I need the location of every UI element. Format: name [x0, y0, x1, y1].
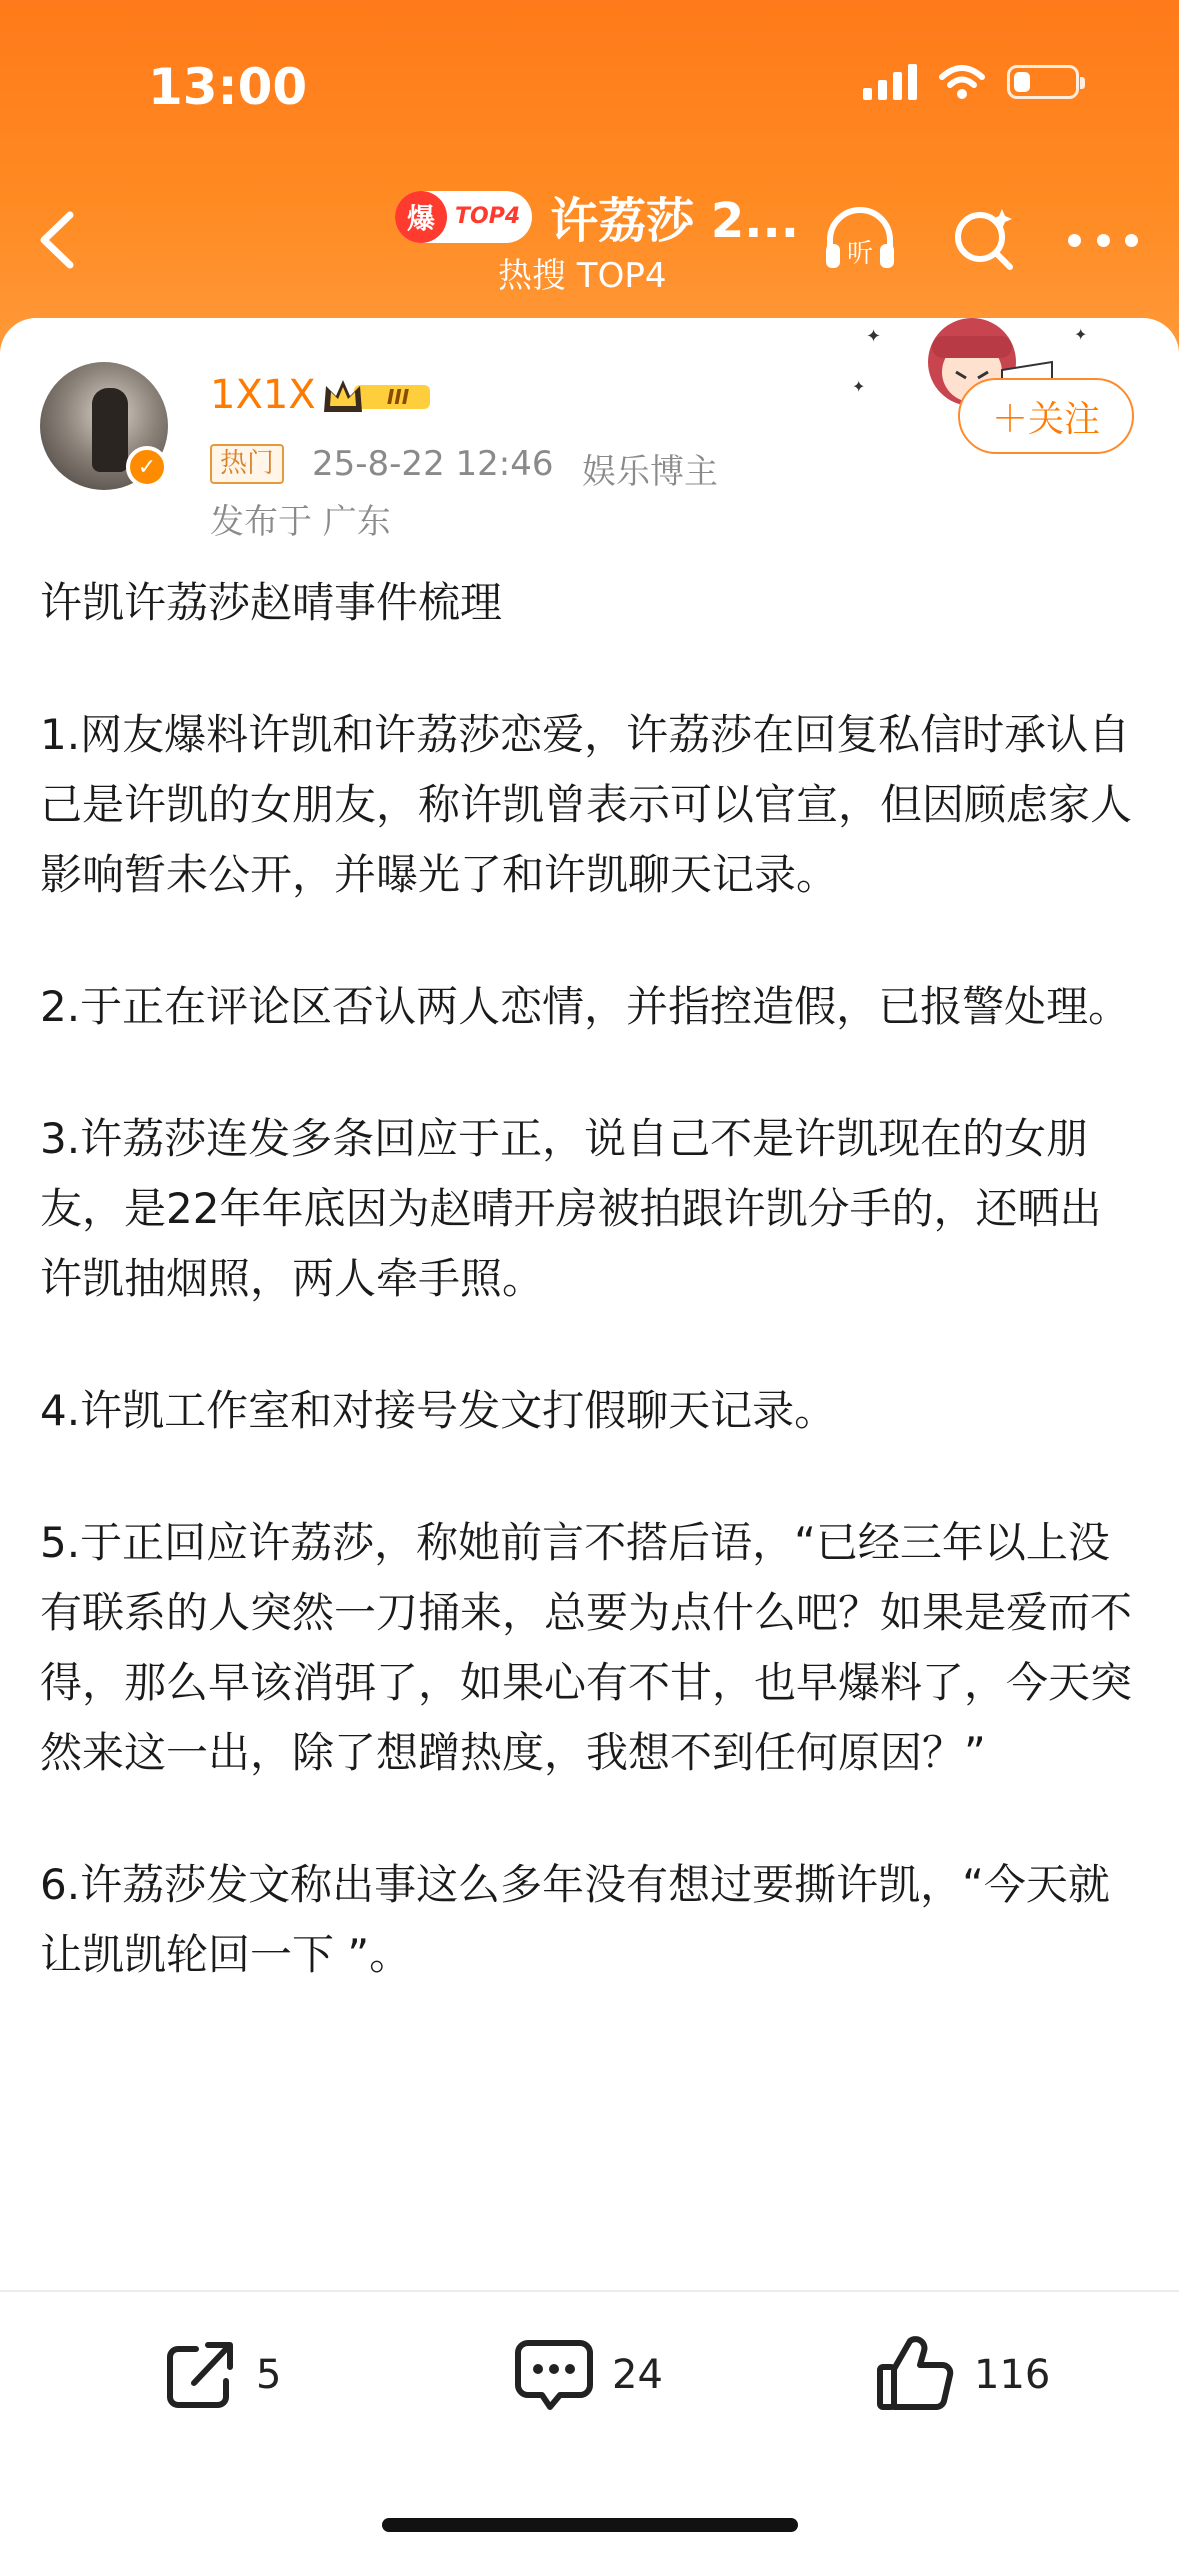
post-paragraph: 1.网友爆料许凯和许荔莎恋爱，许荔莎在回复私信时承认自己是许凯的女朋友，称许凯曾表示可以官宣，但因顾虑家人影响暂未公开，并曝光了和许凯聊天记录。: [40, 710, 1133, 899]
page-subtitle: 热搜 TOP4: [498, 256, 667, 296]
post-paragraph: 许凯许荔莎赵晴事件梳理: [40, 578, 503, 627]
hot-search-title[interactable]: [395, 182, 799, 251]
action-bar-divider: [0, 2290, 1179, 2292]
back-arrow-icon[interactable]: [30, 205, 90, 275]
follow-button[interactable]: ＋关注: [958, 378, 1134, 454]
author-category: 娱乐博主: [582, 452, 718, 492]
level-label: III: [386, 385, 410, 409]
share-count: 5: [256, 2352, 282, 2398]
svg-text:✦: ✦: [1074, 325, 1088, 344]
signal-icon: [863, 64, 917, 100]
comment-button[interactable]: [512, 2320, 663, 2430]
search-icon[interactable]: [950, 205, 1020, 275]
battery-icon: [1007, 65, 1079, 99]
page-title: 许荔莎 2...: [550, 193, 799, 249]
share-icon: [160, 2335, 240, 2415]
comment-icon: [512, 2333, 596, 2417]
crown-icon: [322, 376, 434, 416]
username[interactable]: 1X1X: [210, 372, 316, 418]
status-time: 13:00: [148, 58, 308, 116]
post-time: 25-8-22 12:46: [312, 444, 554, 484]
share-button[interactable]: [160, 2320, 281, 2430]
like-count: 116: [974, 2352, 1051, 2398]
like-button[interactable]: [874, 2320, 1050, 2430]
verified-icon: ✓: [126, 446, 168, 488]
listen-label: 听: [846, 239, 874, 269]
post-paragraph: 5.于正回应许荔莎，称她前言不搭后语，“已经三年以上没有联系的人突然一刀捅来，总要为点什么吧？如果是爱而不得，那么早该消弭了，如果心有不甘，也早爆料了，今天突然来这一出，除了想蹭热度，我想不到任何原因？”: [40, 1518, 1133, 1777]
hot-tag: 热门: [210, 444, 284, 484]
wifi-icon: [939, 65, 985, 99]
post-paragraph: 2.于正在评论区否认两人恋情，并指控造假，已报警处理。: [40, 982, 1131, 1031]
svg-text:✦: ✦: [866, 326, 882, 347]
rank-label: TOP4: [455, 204, 521, 229]
top-header: [0, 0, 1179, 360]
more-icon[interactable]: [1068, 228, 1138, 252]
like-icon: [874, 2333, 958, 2417]
svg-text:✦: ✦: [852, 377, 866, 396]
hot-rank-badge: [395, 191, 532, 243]
comment-count: 24: [612, 2352, 663, 2398]
bao-icon: 爆: [395, 191, 447, 243]
status-icons: [863, 64, 1079, 100]
post-content: [40, 568, 1140, 2052]
post-paragraph: 6.许荔莎发文称出事这么多年没有想过要撕许凯，“今天就让凯凯轮回一下 ”。: [40, 1860, 1110, 1979]
post-paragraph: 4.许凯工作室和对接号发文打假聊天记录。: [40, 1386, 837, 1435]
post-location: 发布于 广东: [210, 502, 391, 542]
post-paragraph: 3.许荔莎连发多条回应于正，说自己不是许凯现在的女朋友，是22年年底因为赵晴开房被拍跟许凯分手的，还晒出许凯抽烟照，两人牵手照。: [40, 1114, 1102, 1303]
action-bar: [0, 2320, 1179, 2430]
headphones-icon[interactable]: [820, 200, 900, 280]
home-indicator[interactable]: [382, 2518, 798, 2532]
